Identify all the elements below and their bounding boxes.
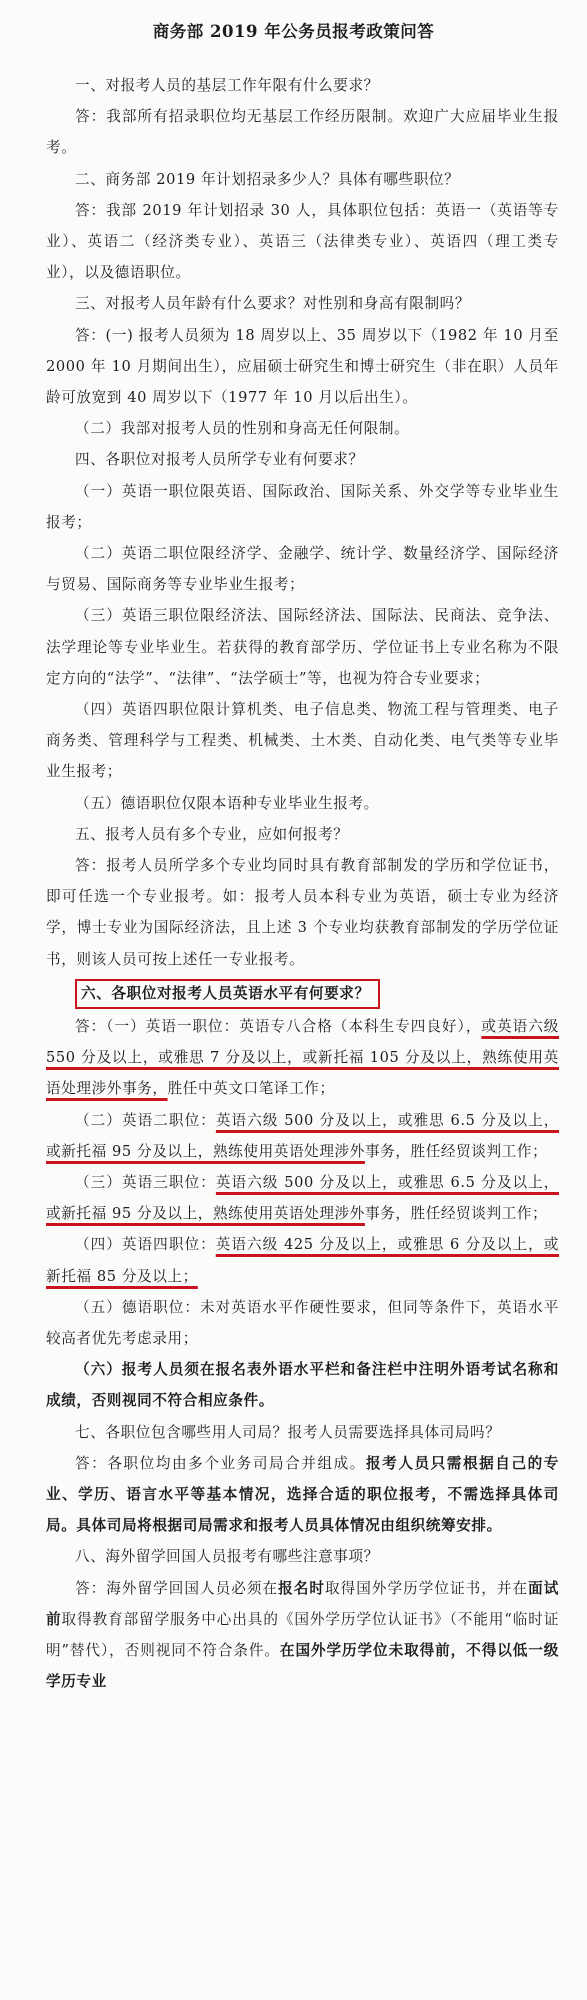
answer-3-part-2: （二）我部对报考人员的性别和身高无任何限制。: [75, 420, 410, 438]
answer-8-bold-3: 在国外学历学位未取得前，不得以低一级学历专业: [46, 1641, 559, 1691]
answer-6-item-3-underlined: 英语六级 500 分及以上，或雅思 6.5 分及以上，或新托福 95 分及以上，熟练使用英语处理涉外: [46, 1173, 559, 1223]
answer-2: 答：我部 2019 年计划招录 30 人，具体职位包括：英语一（英语等专业）、英语二（经济类专业）、英语三（法律类专业）、英语四（理工类专业），以及德语职位。: [46, 201, 559, 282]
answer-3-part-1: 答：(一) 报考人员须为 18 周岁以上、35 周岁以下（1982 年 10 月至 2000 年 10 月期间出生），应届硕士研究生和博士研究生（非在职）人员年龄可放宽到 40 周岁以下（1977 年 10 月以后出生）。: [46, 326, 559, 407]
answer-6-item-3-lead: （三）英语三职位：: [75, 1173, 216, 1191]
answer-4-item-3: （三）英语三职位限经济法、国际经济法、国际法、民商法、竞争法、法学理论等专业毕业生。若获得的教育部学历、学位证书上专业名称为不限定方向的“法学”、“法律”、“法学硕士”等，也视为符合专业要求；: [46, 607, 559, 687]
answer-6-item-4-underlined: 英语六级 425 分及以上，或雅思 6 分及以上，或新托福 85 分及以上；: [46, 1236, 559, 1285]
answer-4-item-4: （四）英语四职位限计算机类、电子信息类、物流工程与管理类、电子商务类、管理科学与工程类、机械类、土木类、自动化类、电气类等专业毕业生报考；: [46, 701, 559, 781]
answer-5: 答：报考人员所学多个专业均同时具有教育部制发的学历和学位证书，即可任选一个专业报考。如：报考人员本科专业为英语，硕士专业为经济学，博士专业为国际经济法，且上述 3 个专业均获教育部制发的学历学位证书，则该人员可按上述任一专业报考。: [46, 857, 559, 968]
question-7: 七、各职位包含哪些用人司局？报考人员需要选择具体司局吗？: [75, 1423, 501, 1441]
answer-8-part-3: 取得教育部留学服务中心出具的《国外学历学位认证书》（不能用“临时证明”替代），否则视同不符合条件。: [46, 1610, 559, 1659]
answer-6-item-3-tail: 事务，胜任经贸谈判工作；: [364, 1205, 548, 1223]
answer-6-item-1: [46, 1011, 559, 1105]
question-6-highlight-box: 六、各职位对报考人员英语水平有何要求？: [75, 979, 380, 1009]
answer-4-item-5: （五）德语职位仅限本语种专业毕业生报考。: [75, 794, 379, 812]
answer-6-item-5: （五）德语职位：未对英语水平作硬性要求，但同等条件下，英语水平较高者优先考虑录用；: [46, 1298, 559, 1347]
answer-6-item-3: [46, 1167, 559, 1229]
answer-6-item-1-tail: 胜任中英文口笔译工作；: [167, 1080, 335, 1098]
answer-6-item-2-lead: （二）英语二职位：: [75, 1111, 216, 1129]
answer-6-item-6: （六）报考人员须在报名表外语水平栏和备注栏中注明外语考试名称和成绩，否则视同不符合相应条件。: [46, 1361, 559, 1410]
answer-6-item-1-underlined: 或英语六级 550 分及以上，或雅思 7 分及以上，或新托福 105 分及以上，熟练使用英语处理涉外事务，: [46, 1017, 559, 1098]
question-1: 一、对报考人员的基层工作年限有什么要求？: [75, 77, 379, 94]
answer-6-item-4-lead: （四）英语四职位：: [75, 1236, 216, 1254]
answer-8-bold-2: 面试前: [46, 1579, 559, 1628]
answer-6-item-2: [46, 1105, 559, 1167]
question-8: 八、海外留学回国人员报考有哪些注意事项？: [75, 1548, 379, 1566]
answer-6-item-2-tail: 事务，胜任经贸谈判工作；: [364, 1142, 548, 1160]
answer-8-part-1: 答：海外留学回国人员必须在: [75, 1579, 279, 1597]
question-4: 四、各职位对报考人员所学专业有何要求？: [75, 451, 364, 469]
question-3: 三、对报考人员年龄有什么要求？对性别和身高有限制吗？: [75, 295, 471, 313]
answer-6-item-4: [46, 1229, 559, 1291]
answer-8: [46, 1573, 559, 1698]
answer-8-part-2: 取得国外学历学位证书，并在: [325, 1579, 529, 1597]
page-title: 商务部 2019 年公务员报考政策问答: [152, 22, 435, 41]
answer-1: 答：我部所有招录职位均无基层工作经历限制。欢迎广大应届毕业生报考。: [46, 108, 559, 157]
question-2: 二、商务部 2019 年计划招录多少人？具体有哪些职位？: [75, 170, 460, 188]
answer-4-item-2: （二）英语二职位限经济学、金融学、统计学、数量经济学、国际经济与贸易、国际商务等专业毕业生报考；: [46, 545, 559, 594]
answer-7-bold: 报考人员只需根据自己的专业、学历、语言水平等基本情况，选择合适的职位报考，不需选择具体司局。具体司局将根据司局需求和报考人员具体情况由组织统筹安排。: [46, 1454, 559, 1535]
question-5: 五、报考人员有多个专业，应如何报考？: [75, 825, 349, 843]
answer-7-lead: 答：各职位均由多个业务司局合并组成。: [75, 1454, 366, 1472]
question-6-row: [46, 977, 559, 1011]
answer-4-item-1: （一）英语一职位限英语、国际政治、国际关系、外交学等专业毕业生报考；: [46, 482, 559, 531]
answer-6-item-2-underlined: 英语六级 500 分及以上，或雅思 6.5 分及以上，或新托福 95 分及以上，熟练使用英语处理涉外: [46, 1111, 559, 1160]
answer-6-item-1-lead: 答：（一）英语一职位：英语专八合格（本科生专四良好），: [75, 1017, 482, 1035]
answer-8-bold-1: 报名时: [278, 1579, 326, 1597]
answer-7: [46, 1448, 559, 1542]
